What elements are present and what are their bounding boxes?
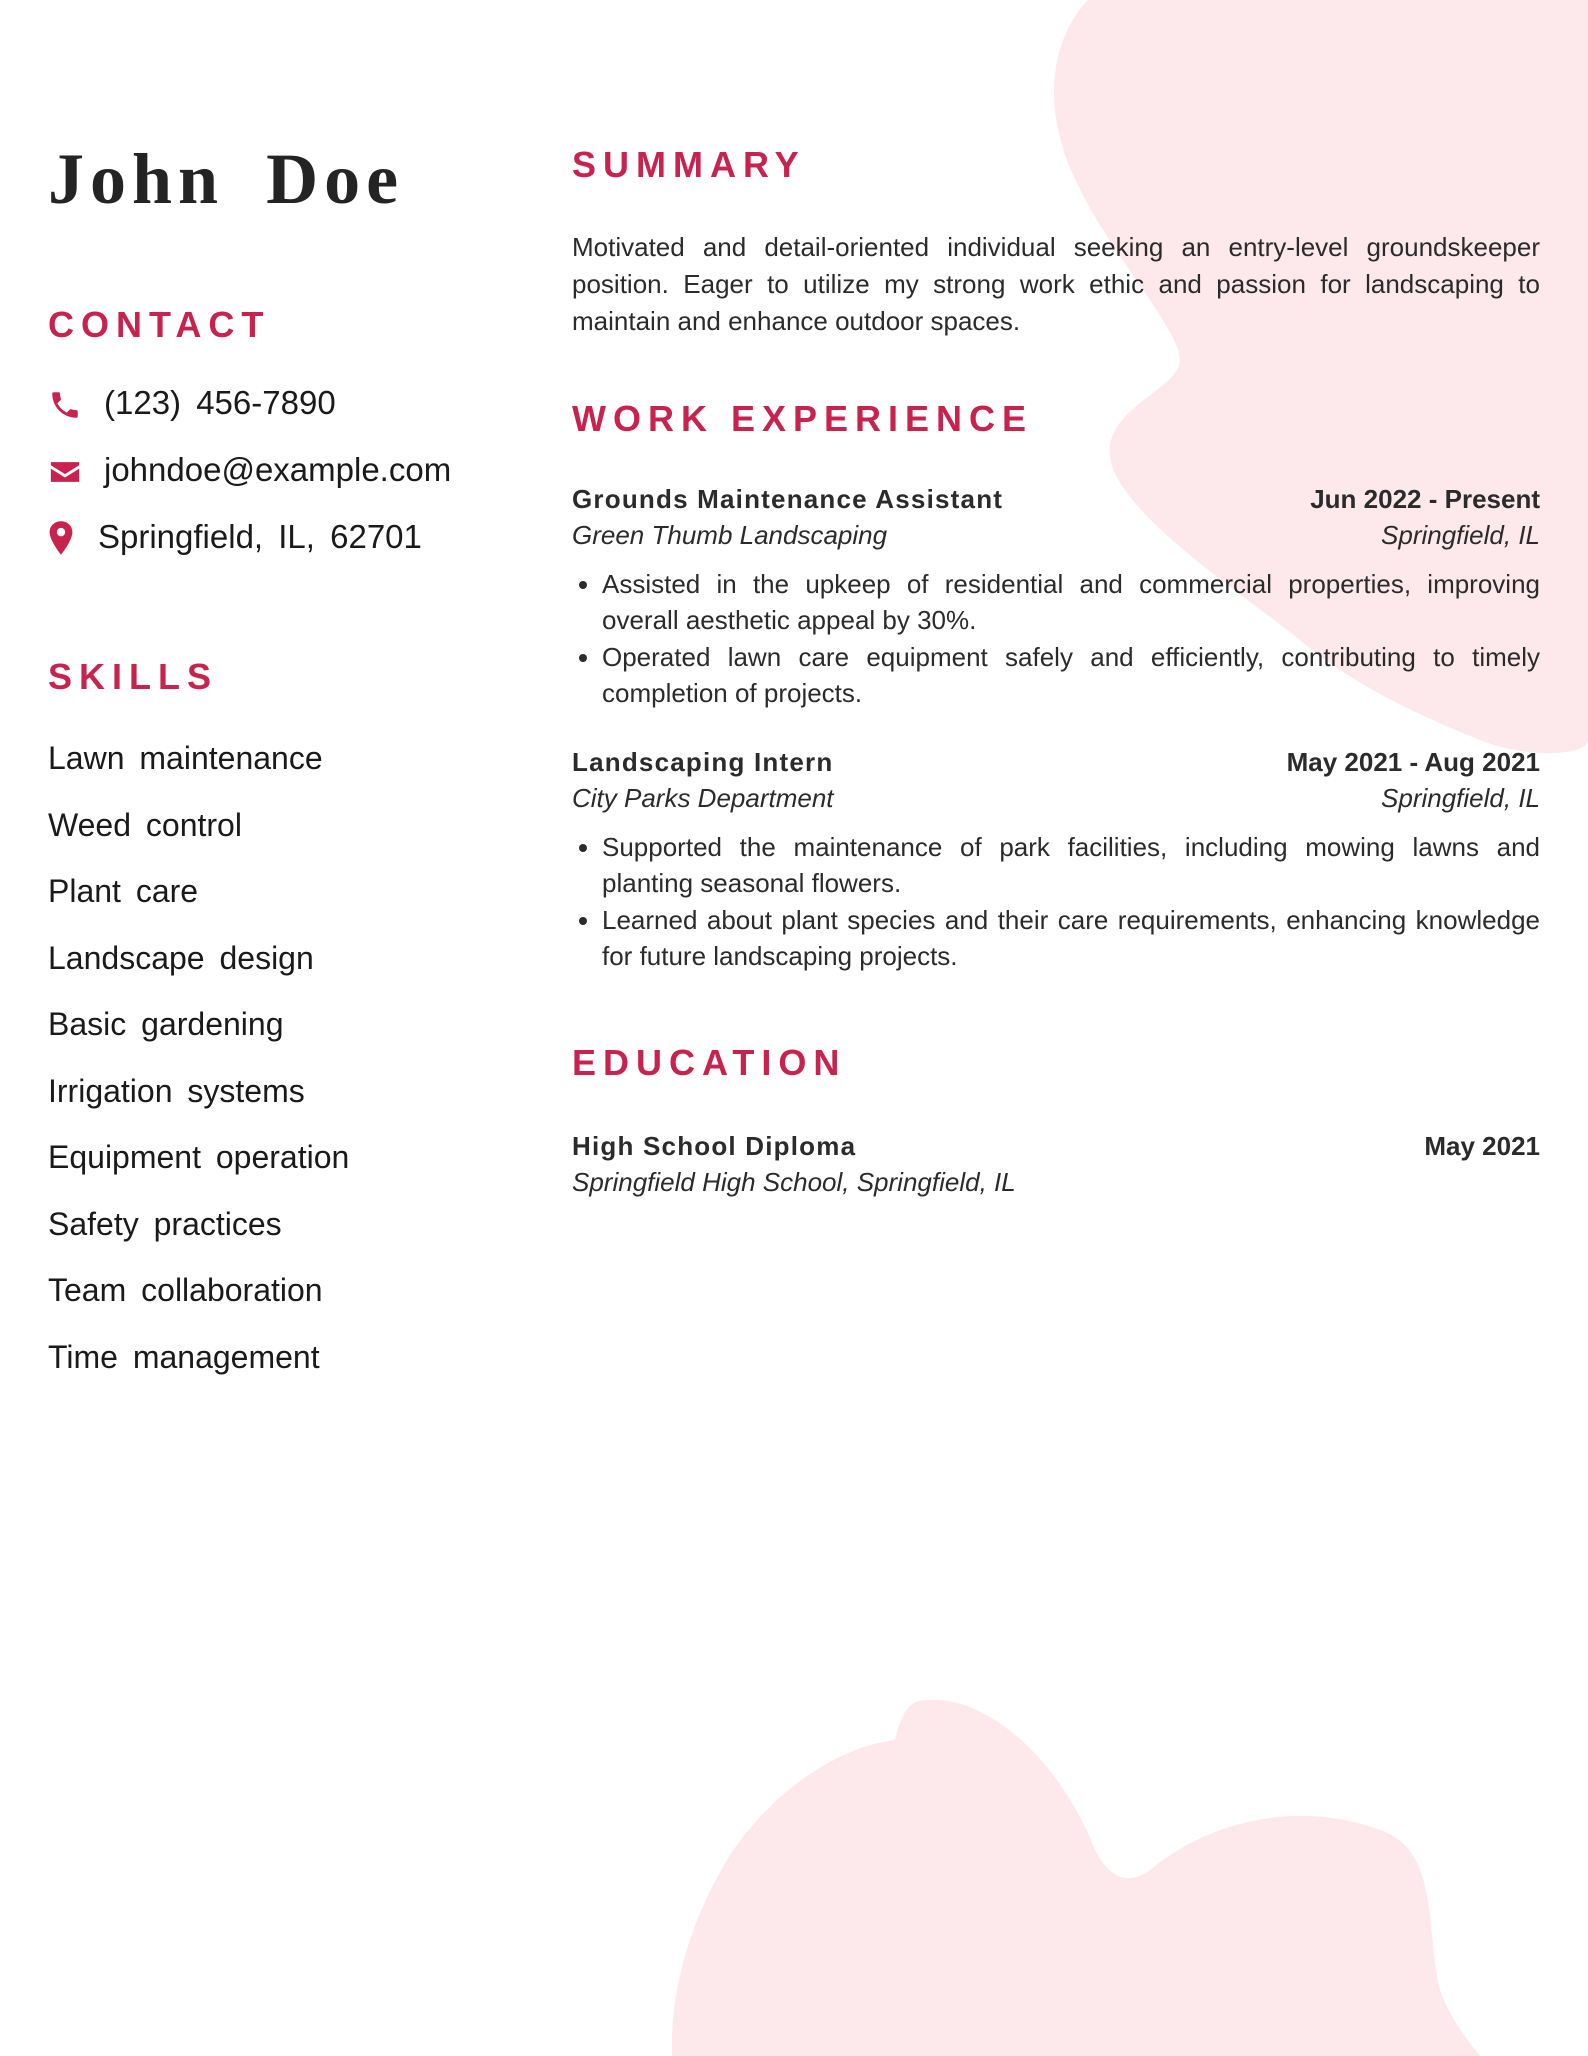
map-pin-icon [46, 520, 76, 556]
job-company: City Parks Department [572, 783, 834, 813]
education-school-row [572, 1167, 1540, 1203]
job-bullet: • Supported the maintenance of park facilities, including mowing lawns and planting seasonal flowers. [602, 829, 1540, 901]
envelope-icon [48, 455, 82, 489]
job-bullets [572, 829, 1540, 974]
skills-list [48, 740, 349, 1405]
skill-item: Plant care [48, 873, 199, 909]
job-bullet: • Assisted in the upkeep of residential and commercial properties, improving overall aesthetic appeal by 30%. [602, 566, 1540, 638]
education-entry [572, 1131, 1540, 1203]
education-degree: High School Diploma [572, 1131, 857, 1161]
job-location: Springfield, IL [1381, 520, 1540, 550]
job-title: Landscaping Intern [572, 747, 834, 777]
job-dates: May 2021 - Aug 2021 [1286, 747, 1540, 777]
phone-icon [48, 388, 82, 422]
job-entry [572, 747, 1540, 975]
skill-item: Irrigation systems [48, 1072, 305, 1109]
contact-heading: CONTACT [48, 304, 271, 345]
education-heading: EDUCATION [572, 1042, 847, 1083]
job-subheader-row [572, 783, 1540, 819]
skill-item: Weed control [48, 806, 242, 843]
job-bullets [572, 566, 1540, 711]
job-subheader-row [572, 520, 1540, 556]
skill-item: Equipment operation [48, 1139, 350, 1175]
location-text: Springfield, IL, 62701 [98, 518, 422, 555]
job-company: Green Thumb Landscaping [572, 520, 888, 550]
job-header-row [572, 747, 1540, 783]
phone-text[interactable]: (123) 456-7890 [104, 384, 336, 421]
education-header-row [572, 1131, 1540, 1167]
summary-heading: SUMMARY [572, 144, 806, 185]
skill-item: Team collaboration [48, 1272, 323, 1308]
job-header-row [572, 484, 1540, 520]
skill-item: Time management [48, 1338, 320, 1375]
job-dates: Jun 2022 - Present [1310, 484, 1540, 514]
education-school: Springfield High School, Springfield, IL [572, 1167, 1016, 1197]
job-bullet: • Operated lawn care equipment safely and efficiently, contributing to timely completion of projects. [602, 639, 1540, 711]
summary-text: Motivated and detail-oriented individual seeking an entry-level groundskeeper position. Eager to utilize my strong work ethic and passion for landscaping to maintain and enhance outdoor spaces. [572, 232, 1540, 336]
skill-item: Basic gardening [48, 1006, 284, 1042]
skill-item: Safety practices [48, 1205, 282, 1242]
skills-heading: SKILLS [48, 656, 219, 697]
email-text[interactable]: johndoe@example.com [104, 451, 452, 488]
candidate-name: John Doe [48, 139, 405, 219]
job-location: Springfield, IL [1381, 783, 1540, 813]
work-experience-heading: WORK EXPERIENCE [572, 398, 1034, 439]
job-entry [572, 484, 1540, 712]
education-date: May 2021 [1424, 1131, 1540, 1161]
job-bullet: • Learned about plant species and their care requirements, enhancing knowledge for future landscaping projects. [602, 902, 1540, 974]
skill-item: Landscape design [48, 939, 314, 976]
skill-item: Lawn maintenance [48, 740, 323, 776]
job-title: Grounds Maintenance Assistant [572, 484, 1004, 514]
